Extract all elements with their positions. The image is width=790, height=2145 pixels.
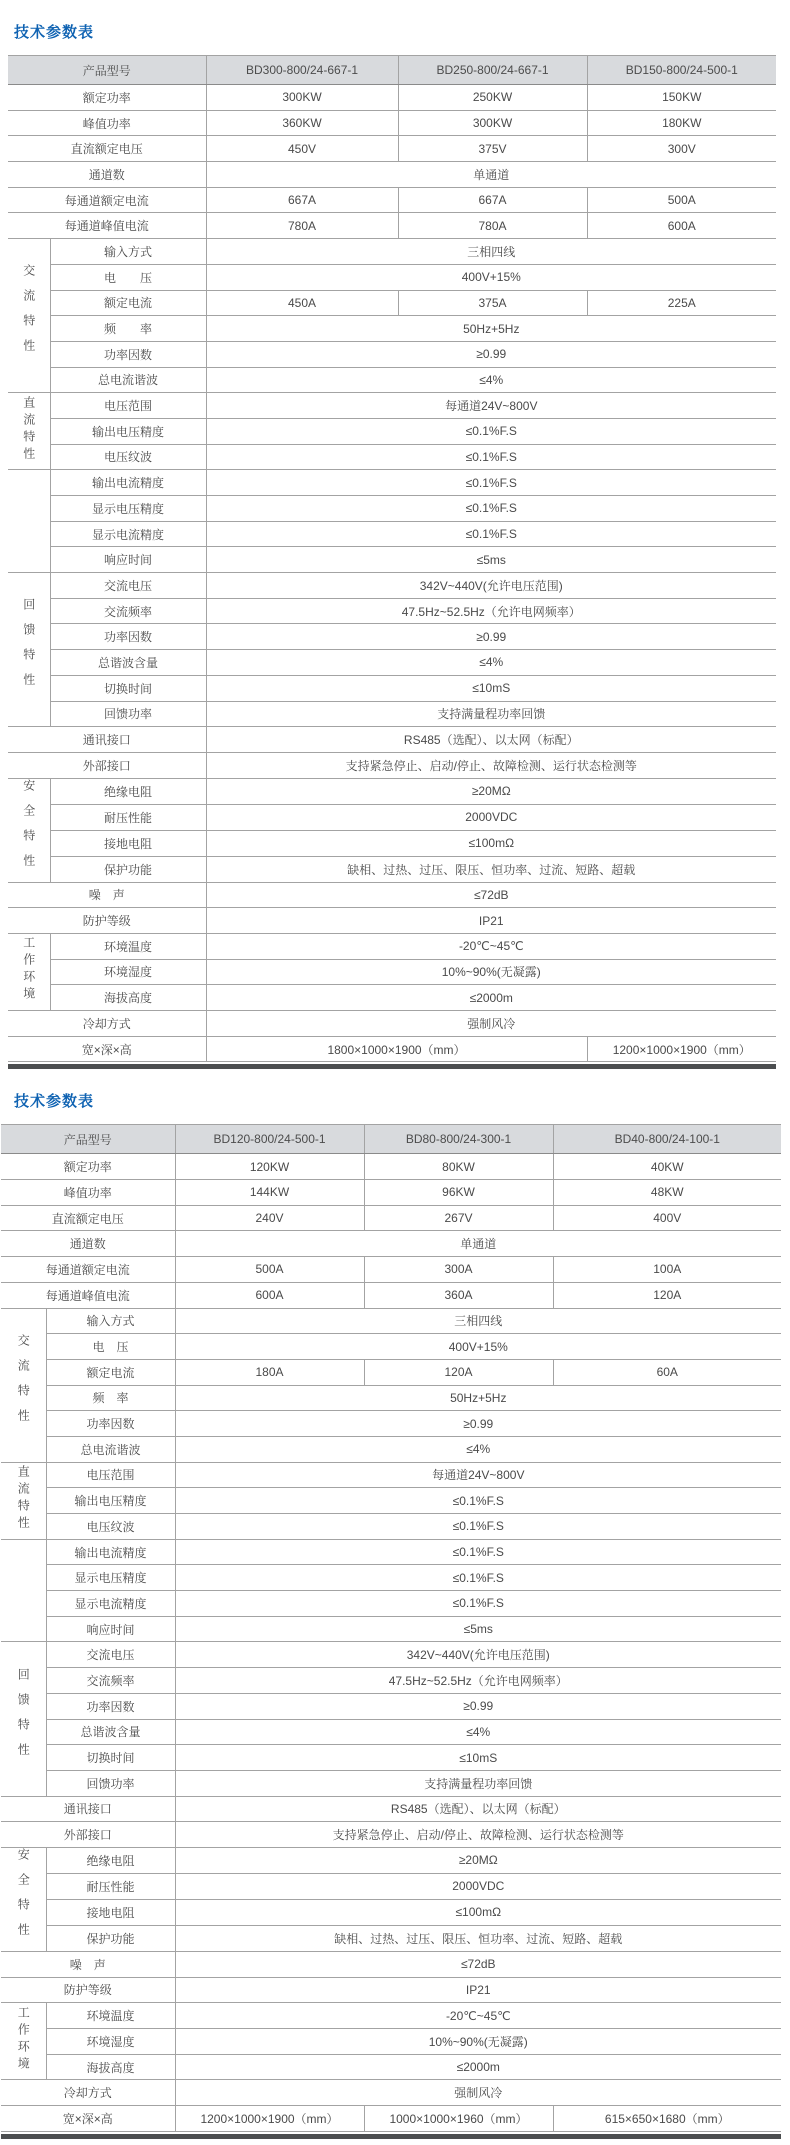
table-row xyxy=(1,1591,781,1617)
row-value: ≥0.99 xyxy=(175,1693,781,1719)
row-label: 频 率 xyxy=(50,316,206,342)
row-value: ≤5ms xyxy=(175,1616,781,1642)
group-cell xyxy=(1,1642,46,1796)
row-value: 250KW xyxy=(398,85,587,111)
row-value: 667A xyxy=(206,187,398,213)
table-row xyxy=(1,1565,781,1591)
table-row xyxy=(1,1282,781,1308)
table-row xyxy=(1,1205,781,1231)
row-value: 支持满量程功率回馈 xyxy=(175,1770,781,1796)
table-row xyxy=(1,2029,781,2055)
table-row xyxy=(1,1745,781,1771)
table-row xyxy=(1,1308,781,1334)
row-label: 回馈功率 xyxy=(46,1770,175,1796)
table-row xyxy=(8,933,776,959)
row-value: 47.5Hz~52.5Hz（允许电网频率） xyxy=(206,598,776,624)
row-label: 显示电流精度 xyxy=(50,521,206,547)
row-label: 宽×深×高 xyxy=(1,2106,175,2132)
table-row xyxy=(1,1359,781,1385)
row-value: ≤0.1%F.S xyxy=(206,444,776,470)
row-label: 切换时间 xyxy=(50,675,206,701)
group-label: 直流特性 xyxy=(21,395,36,464)
table-row xyxy=(8,136,776,162)
row-label: 直流额定电压 xyxy=(1,1205,175,1231)
row-label: 接地电阻 xyxy=(50,830,206,856)
row-label: 交流频率 xyxy=(46,1668,175,1694)
row-value: 342V~440V(允许电压范围) xyxy=(206,573,776,599)
row-label: 环境湿度 xyxy=(50,959,206,985)
row-value: 缺相、过热、过压、限压、恒功率、过流、短路、超载 xyxy=(206,856,776,882)
row-value: 500A xyxy=(587,187,776,213)
row-value: 144KW xyxy=(175,1180,364,1206)
table-row xyxy=(8,264,776,290)
table-row xyxy=(1,1154,781,1180)
row-label: 海拔高度 xyxy=(50,985,206,1011)
group-cell xyxy=(8,239,50,393)
group-label: 直流特性 xyxy=(16,1465,31,1534)
row-label: 交流频率 xyxy=(50,598,206,624)
table-row xyxy=(8,1036,776,1062)
model-header: BD80-800/24-300-1 xyxy=(364,1125,553,1154)
row-value: ≤0.1%F.S xyxy=(175,1539,781,1565)
row-label: 每通道峰值电流 xyxy=(8,213,206,239)
row-value: 每通道24V~800V xyxy=(206,393,776,419)
row-value: 支持满量程功率回馈 xyxy=(206,701,776,727)
row-label: 额定电流 xyxy=(50,290,206,316)
table-row xyxy=(8,187,776,213)
row-value: 2000VDC xyxy=(206,804,776,830)
row-value: ≥20MΩ xyxy=(175,1847,781,1873)
row-value: 支持紧急停止、启动/停止、故障检测、运行状态检测等 xyxy=(206,752,776,778)
table-row xyxy=(8,598,776,624)
row-label: 输入方式 xyxy=(46,1308,175,1334)
group-cell xyxy=(1,1847,46,1951)
row-label: 频 率 xyxy=(46,1385,175,1411)
row-value: 240V xyxy=(175,1205,364,1231)
row-label: 总谐波含量 xyxy=(46,1719,175,1745)
table-row xyxy=(8,521,776,547)
row-value: ≤0.1%F.S xyxy=(175,1488,781,1514)
table-row xyxy=(1,2106,781,2132)
table-bottom-bar xyxy=(1,2134,781,2139)
row-label: 总电流谐波 xyxy=(50,367,206,393)
column-header-label: 产品型号 xyxy=(1,1125,175,1154)
row-label: 显示电压精度 xyxy=(50,496,206,522)
row-label: 峰值功率 xyxy=(1,1180,175,1206)
table-row xyxy=(1,1873,781,1899)
table-row xyxy=(1,1796,781,1822)
table-row xyxy=(1,1385,781,1411)
row-value: 三相四线 xyxy=(175,1308,781,1334)
model-header: BD150-800/24-500-1 xyxy=(587,56,776,85)
group-label: 回馈特性 xyxy=(21,598,36,699)
row-value: 400V+15% xyxy=(175,1334,781,1360)
table-row xyxy=(8,85,776,111)
row-label: 电压范围 xyxy=(50,393,206,419)
table-row xyxy=(8,418,776,444)
row-label: 外部接口 xyxy=(1,1822,175,1848)
table-header-row xyxy=(1,1125,781,1154)
row-label: 显示电流精度 xyxy=(46,1591,175,1617)
table-row xyxy=(8,470,776,496)
row-value: ≤0.1%F.S xyxy=(206,418,776,444)
row-label: 通道数 xyxy=(1,1231,175,1257)
row-label: 峰值功率 xyxy=(8,110,206,136)
row-value: 强制风冷 xyxy=(206,1011,776,1037)
group-cell xyxy=(8,393,50,470)
group-label: 回馈特性 xyxy=(16,1667,31,1768)
row-value: 50Hz+5Hz xyxy=(206,316,776,342)
row-label: 输出电流精度 xyxy=(46,1539,175,1565)
row-value: 780A xyxy=(206,213,398,239)
table-row xyxy=(8,908,776,934)
row-label: 保护功能 xyxy=(50,856,206,882)
table-row xyxy=(8,162,776,188)
table-row xyxy=(8,804,776,830)
row-value: 400V+15% xyxy=(206,264,776,290)
table-row xyxy=(8,316,776,342)
row-value: ≤10mS xyxy=(206,675,776,701)
table-row xyxy=(8,882,776,908)
row-value: -20℃~45℃ xyxy=(206,933,776,959)
row-label: 额定电流 xyxy=(46,1359,175,1385)
row-value: 500A xyxy=(175,1257,364,1283)
table-row xyxy=(1,1514,781,1540)
row-value: 267V xyxy=(364,1205,553,1231)
row-value: ≤100mΩ xyxy=(175,1899,781,1925)
row-value: 48KW xyxy=(553,1180,781,1206)
row-value: 780A xyxy=(398,213,587,239)
row-label: 电 压 xyxy=(46,1334,175,1360)
row-value: 单通道 xyxy=(175,1231,781,1257)
table-row xyxy=(1,1977,781,2003)
table-row xyxy=(1,1616,781,1642)
row-value: 300A xyxy=(364,1257,553,1283)
table-row xyxy=(8,1011,776,1037)
row-value: ≤0.1%F.S xyxy=(175,1565,781,1591)
group-cell xyxy=(1,1308,46,1462)
table-row xyxy=(8,573,776,599)
row-value: ≥20MΩ xyxy=(206,778,776,804)
table-row xyxy=(1,1411,781,1437)
row-value: 300KW xyxy=(206,85,398,111)
table-row xyxy=(1,1436,781,1462)
row-label: 环境温度 xyxy=(46,2003,175,2029)
group-label: 工作环境 xyxy=(16,2005,31,2074)
group-label: 安全特性 xyxy=(21,778,36,879)
page-title: 技术参数表 xyxy=(14,1093,95,1111)
row-value: 50Hz+5Hz xyxy=(175,1385,781,1411)
row-label: 回馈功率 xyxy=(50,701,206,727)
row-value: ≤0.1%F.S xyxy=(206,521,776,547)
row-value: 100A xyxy=(553,1257,781,1283)
row-value: ≤2000m xyxy=(206,985,776,1011)
row-label: 耐压性能 xyxy=(46,1873,175,1899)
row-label: 海拔高度 xyxy=(46,2054,175,2080)
row-value: ≤4% xyxy=(175,1719,781,1745)
row-value: ≤10mS xyxy=(175,1745,781,1771)
row-label: 防护等级 xyxy=(8,908,206,934)
table-row xyxy=(8,675,776,701)
row-value: 强制风冷 xyxy=(175,2080,781,2106)
group-cell xyxy=(1,1539,46,1642)
row-value: 450A xyxy=(206,290,398,316)
table-row xyxy=(8,650,776,676)
row-value: 三相四线 xyxy=(206,239,776,265)
row-label: 冷却方式 xyxy=(1,2080,175,2106)
row-label: 每通道额定电流 xyxy=(8,187,206,213)
row-value: 450V xyxy=(206,136,398,162)
table-row xyxy=(1,1642,781,1668)
table-row xyxy=(8,393,776,419)
group-label: 工作环境 xyxy=(21,936,36,1005)
row-value: ≤2000m xyxy=(175,2054,781,2080)
row-value: 每通道24V~800V xyxy=(175,1462,781,1488)
table-row xyxy=(1,1925,781,1951)
row-value: ≤72dB xyxy=(175,1951,781,1977)
table-row xyxy=(8,701,776,727)
row-label: 电 压 xyxy=(50,264,206,290)
table-row xyxy=(1,1334,781,1360)
row-value: 600A xyxy=(587,213,776,239)
row-value: 360A xyxy=(364,1282,553,1308)
row-value: 1800×1000×1900（mm） xyxy=(206,1036,587,1062)
row-label: 绝缘电阻 xyxy=(50,778,206,804)
model-header: BD250-800/24-667-1 xyxy=(398,56,587,85)
row-label: 功率因数 xyxy=(46,1693,175,1719)
row-label: 电压范围 xyxy=(46,1462,175,1488)
row-value: ≤72dB xyxy=(206,882,776,908)
table-row xyxy=(8,290,776,316)
table-row xyxy=(1,1668,781,1694)
row-value: 225A xyxy=(587,290,776,316)
row-value: IP21 xyxy=(175,1977,781,2003)
table-row xyxy=(8,239,776,265)
table-row xyxy=(1,1770,781,1796)
table-row xyxy=(8,624,776,650)
table-row xyxy=(8,752,776,778)
row-value: ≤0.1%F.S xyxy=(206,470,776,496)
row-value: RS485（选配）、以太网（标配） xyxy=(175,1796,781,1822)
row-label: 交流电压 xyxy=(50,573,206,599)
row-label: 每通道额定电流 xyxy=(1,1257,175,1283)
page-title: 技术参数表 xyxy=(14,24,95,41)
row-label: 冷却方式 xyxy=(8,1011,206,1037)
model-header: BD120-800/24-500-1 xyxy=(175,1125,364,1154)
group-label: 安全特性 xyxy=(16,1847,31,1948)
group-cell xyxy=(1,2003,46,2080)
table-row xyxy=(8,959,776,985)
row-value: IP21 xyxy=(206,908,776,934)
table-row xyxy=(8,727,776,753)
row-value: 300KW xyxy=(398,110,587,136)
group-cell xyxy=(8,470,50,573)
table-row xyxy=(1,2003,781,2029)
row-label: 防护等级 xyxy=(1,1977,175,2003)
row-label: 输出电流精度 xyxy=(50,470,206,496)
row-value: 60A xyxy=(553,1359,781,1385)
row-label: 电压纹波 xyxy=(46,1514,175,1540)
row-value: 10%~90%(无凝露) xyxy=(206,959,776,985)
group-cell xyxy=(8,778,50,882)
row-label: 输入方式 xyxy=(50,239,206,265)
row-label: 交流电压 xyxy=(46,1642,175,1668)
table-header-row xyxy=(8,56,776,85)
row-value: 400V xyxy=(553,1205,781,1231)
row-value: 120A xyxy=(364,1359,553,1385)
row-value: ≥0.99 xyxy=(206,341,776,367)
table-row xyxy=(8,496,776,522)
model-header: BD40-800/24-100-1 xyxy=(553,1125,781,1154)
row-label: 通道数 xyxy=(8,162,206,188)
table-row xyxy=(1,1951,781,1977)
table-row xyxy=(1,1488,781,1514)
row-value: 单通道 xyxy=(206,162,776,188)
column-header-label: 产品型号 xyxy=(8,56,206,85)
row-label: 每通道峰值电流 xyxy=(1,1282,175,1308)
row-value: 180A xyxy=(175,1359,364,1385)
row-label: 输出电压精度 xyxy=(46,1488,175,1514)
row-label: 显示电压精度 xyxy=(46,1565,175,1591)
row-value: 375A xyxy=(398,290,587,316)
row-value: ≤100mΩ xyxy=(206,830,776,856)
table-row xyxy=(1,1231,781,1257)
row-value: ≤4% xyxy=(206,367,776,393)
row-value: 667A xyxy=(398,187,587,213)
row-value: 2000VDC xyxy=(175,1873,781,1899)
table-row xyxy=(8,213,776,239)
row-value: ≤4% xyxy=(206,650,776,676)
row-label: 功率因数 xyxy=(50,341,206,367)
row-label: 外部接口 xyxy=(8,752,206,778)
row-label: 额定功率 xyxy=(8,85,206,111)
row-value: 300V xyxy=(587,136,776,162)
table-row xyxy=(8,985,776,1011)
row-label: 噪 声 xyxy=(8,882,206,908)
table-row xyxy=(1,1693,781,1719)
spec-table xyxy=(8,55,776,1062)
row-label: 通讯接口 xyxy=(8,727,206,753)
table-row xyxy=(1,1462,781,1488)
row-value: 150KW xyxy=(587,85,776,111)
row-label: 耐压性能 xyxy=(50,804,206,830)
row-value: ≥0.99 xyxy=(206,624,776,650)
row-value: 96KW xyxy=(364,1180,553,1206)
row-value: 615×650×1680（mm） xyxy=(553,2106,781,2132)
row-value: ≤0.1%F.S xyxy=(206,496,776,522)
spec-table xyxy=(1,1124,781,2131)
model-header: BD300-800/24-667-1 xyxy=(206,56,398,85)
table-row xyxy=(8,778,776,804)
row-value: 47.5Hz~52.5Hz（允许电网频率） xyxy=(175,1668,781,1694)
row-label: 响应时间 xyxy=(50,547,206,573)
row-label: 总谐波含量 xyxy=(50,650,206,676)
row-label: 通讯接口 xyxy=(1,1796,175,1822)
table-row xyxy=(1,1899,781,1925)
row-label: 环境温度 xyxy=(50,933,206,959)
row-value: 1000×1000×1960（mm） xyxy=(364,2106,553,2132)
table-row xyxy=(1,1180,781,1206)
row-label: 额定功率 xyxy=(1,1154,175,1180)
table-row xyxy=(1,1257,781,1283)
row-value: 支持紧急停止、启动/停止、故障检测、运行状态检测等 xyxy=(175,1822,781,1848)
row-label: 绝缘电阻 xyxy=(46,1847,175,1873)
row-label: 电压纹波 xyxy=(50,444,206,470)
table-row xyxy=(1,1719,781,1745)
row-label: 宽×深×高 xyxy=(8,1036,206,1062)
row-label: 响应时间 xyxy=(46,1616,175,1642)
table-row xyxy=(8,110,776,136)
row-label: 输出电压精度 xyxy=(50,418,206,444)
row-value: 360KW xyxy=(206,110,398,136)
table-row xyxy=(8,830,776,856)
group-cell xyxy=(1,1462,46,1539)
row-label: 直流额定电压 xyxy=(8,136,206,162)
row-value: ≥0.99 xyxy=(175,1411,781,1437)
row-label: 功率因数 xyxy=(46,1411,175,1437)
table-row xyxy=(1,2080,781,2106)
row-label: 保护功能 xyxy=(46,1925,175,1951)
row-value: ≤4% xyxy=(175,1436,781,1462)
row-value: ≤0.1%F.S xyxy=(175,1514,781,1540)
row-value: 120A xyxy=(553,1282,781,1308)
row-value: 342V~440V(允许电压范围) xyxy=(175,1642,781,1668)
row-value: ≤0.1%F.S xyxy=(175,1591,781,1617)
table-row xyxy=(8,856,776,882)
table-row xyxy=(1,1539,781,1565)
row-value: 375V xyxy=(398,136,587,162)
row-label: 环境湿度 xyxy=(46,2029,175,2055)
row-value: 1200×1000×1900（mm） xyxy=(175,2106,364,2132)
group-label: 交流特性 xyxy=(16,1333,31,1434)
row-value: ≤5ms xyxy=(206,547,776,573)
row-value: 10%~90%(无凝露) xyxy=(175,2029,781,2055)
row-value: 180KW xyxy=(587,110,776,136)
row-label: 噪 声 xyxy=(1,1951,175,1977)
row-value: 120KW xyxy=(175,1154,364,1180)
table-row xyxy=(8,367,776,393)
group-cell xyxy=(8,933,50,1010)
row-value: 1200×1000×1900（mm） xyxy=(587,1036,776,1062)
row-label: 功率因数 xyxy=(50,624,206,650)
group-label: 交流特性 xyxy=(21,264,36,365)
row-value: -20℃~45℃ xyxy=(175,2003,781,2029)
row-value: 80KW xyxy=(364,1154,553,1180)
table-row xyxy=(1,1847,781,1873)
table-row xyxy=(8,547,776,573)
table-row xyxy=(1,2054,781,2080)
row-value: 40KW xyxy=(553,1154,781,1180)
row-label: 接地电阻 xyxy=(46,1899,175,1925)
table-row xyxy=(8,444,776,470)
table-row xyxy=(1,1822,781,1848)
group-cell xyxy=(8,573,50,727)
row-value: 600A xyxy=(175,1282,364,1308)
table-row xyxy=(8,341,776,367)
row-value: RS485（选配）、以太网（标配） xyxy=(206,727,776,753)
row-label: 总电流谐波 xyxy=(46,1436,175,1462)
row-label: 切换时间 xyxy=(46,1745,175,1771)
row-value: 缺相、过热、过压、限压、恒功率、过流、短路、超载 xyxy=(175,1925,781,1951)
